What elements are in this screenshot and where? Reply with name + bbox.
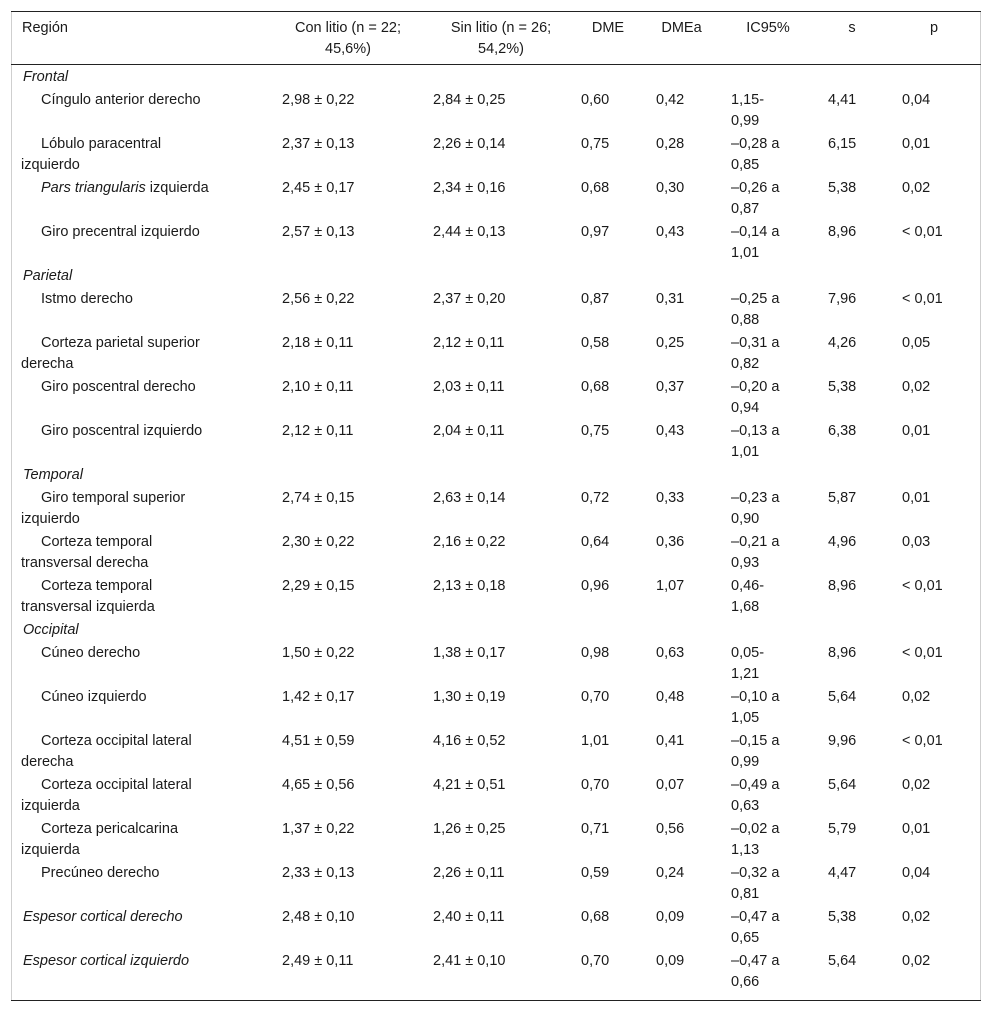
- section-title: Occipital: [23, 622, 79, 638]
- dme-value: 0,75: [581, 423, 610, 439]
- sin-litio-value: 2,41 ± 0,10: [433, 953, 506, 969]
- ic95-value: –0,49 a: [731, 777, 780, 793]
- p-value: < 0,01: [902, 224, 943, 240]
- s-value: 4,26: [828, 335, 857, 351]
- dmea-value: 0,25: [656, 335, 685, 351]
- dme-value: 0,70: [581, 689, 610, 705]
- header-s: s: [848, 20, 856, 36]
- con-litio-value: 1,37 ± 0,22: [282, 821, 355, 837]
- row-label: Corteza occipital lateral: [41, 777, 192, 793]
- ic95-value: 1,05: [731, 710, 760, 726]
- header-dmea: DMEa: [661, 20, 702, 36]
- sin-litio-value: 2,12 ± 0,11: [433, 335, 505, 351]
- sin-litio-value: 2,44 ± 0,13: [433, 224, 506, 240]
- p-value: < 0,01: [902, 291, 943, 307]
- s-value: 5,38: [828, 379, 857, 395]
- con-litio-value: 2,30 ± 0,22: [282, 534, 355, 550]
- results-table: [11, 11, 981, 1001]
- ic95-value: 0,85: [731, 157, 760, 173]
- row-label: Giro poscentral izquierdo: [41, 423, 203, 439]
- header-con-litio: Con litio (n = 22; 45,6%): [295, 20, 401, 57]
- p-value: 0,01: [902, 821, 931, 837]
- s-value: 4,96: [828, 534, 857, 550]
- row-label: izquierda: [21, 798, 80, 814]
- sin-litio-value: 2,26 ± 0,11: [433, 865, 505, 881]
- s-value: 8,96: [828, 578, 857, 594]
- dmea-value: 0,43: [656, 224, 685, 240]
- ic95-value: –0,32 a: [731, 865, 780, 881]
- ic95-value: 0,99: [731, 754, 760, 770]
- dme-value: 0,68: [581, 909, 610, 925]
- p-value: 0,01: [902, 136, 931, 152]
- p-value: 0,03: [902, 534, 931, 550]
- dme-value: 0,68: [581, 379, 610, 395]
- row-label-italic: Pars triangularis: [41, 180, 146, 196]
- ic95-value: 1,01: [731, 444, 760, 460]
- row-label: Giro poscentral derecho: [41, 379, 196, 395]
- row-label: izquierdo: [21, 157, 80, 173]
- ic95-value: –0,13 a: [731, 423, 780, 439]
- dme-value: 0,71: [581, 821, 610, 837]
- dmea-value: 1,07: [656, 578, 685, 594]
- row-label: Corteza temporal: [41, 578, 153, 594]
- s-value: 4,47: [828, 865, 857, 881]
- p-value: 0,02: [902, 180, 931, 196]
- p-value: 0,02: [902, 689, 931, 705]
- p-value: 0,02: [902, 777, 931, 793]
- dmea-value: 0,63: [656, 645, 685, 661]
- con-litio-value: 2,98 ± 0,22: [282, 92, 355, 108]
- ic95-value: 0,81: [731, 886, 760, 902]
- con-litio-value: 2,56 ± 0,22: [282, 291, 355, 307]
- row-label: Cúneo izquierdo: [41, 689, 147, 705]
- sin-litio-value: 4,16 ± 0,52: [433, 733, 506, 749]
- row-label: transversal izquierda: [21, 599, 155, 615]
- row-label: Istmo derecho: [41, 291, 133, 307]
- dmea-value: 0,33: [656, 490, 685, 506]
- dmea-value: 0,09: [656, 909, 685, 925]
- ic95-value: 0,88: [731, 312, 760, 328]
- p-value: 0,05: [902, 335, 931, 351]
- sin-litio-value: 2,26 ± 0,14: [433, 136, 506, 152]
- con-litio-value: 2,45 ± 0,17: [282, 180, 355, 196]
- p-value: 0,02: [902, 909, 931, 925]
- ic95-value: 1,21: [731, 666, 760, 682]
- dme-value: 0,70: [581, 953, 610, 969]
- row-label: izquierdo: [21, 511, 80, 527]
- row-label: Cíngulo anterior derecho: [41, 92, 201, 108]
- header-p: p: [929, 20, 939, 36]
- row-label: transversal derecha: [21, 555, 149, 571]
- con-litio-value: 2,29 ± 0,15: [282, 578, 355, 594]
- con-litio-value: 2,37 ± 0,13: [282, 136, 355, 152]
- p-value: < 0,01: [902, 645, 943, 661]
- ic95-value: 0,46-: [731, 578, 765, 594]
- s-value: 5,79: [828, 821, 857, 837]
- row-label: derecha: [21, 356, 74, 372]
- sin-litio-value: 2,37 ± 0,20: [433, 291, 506, 307]
- row-label: Corteza occipital lateral: [41, 733, 192, 749]
- con-litio-value: 2,12 ± 0,11: [282, 423, 354, 439]
- dmea-value: 0,28: [656, 136, 685, 152]
- ic95-value: 0,94: [731, 400, 760, 416]
- dmea-value: 0,31: [656, 291, 685, 307]
- s-value: 5,38: [828, 909, 857, 925]
- ic95-value: –0,26 a: [731, 180, 780, 196]
- ic95-value: 1,01: [731, 245, 760, 261]
- dme-value: 0,75: [581, 136, 610, 152]
- dme-value: 0,72: [581, 490, 610, 506]
- sin-litio-value: 2,04 ± 0,11: [433, 423, 505, 439]
- row-label: Giro precentral izquierdo: [41, 224, 200, 240]
- ic95-value: –0,10 a: [731, 689, 780, 705]
- ic95-value: 0,05-: [731, 645, 765, 661]
- sin-litio-value: 1,38 ± 0,17: [433, 645, 506, 661]
- row-label: Precúneo derecho: [41, 865, 160, 881]
- p-value: < 0,01: [902, 733, 943, 749]
- con-litio-value: 2,74 ± 0,15: [282, 490, 355, 506]
- sin-litio-value: 2,16 ± 0,22: [433, 534, 506, 550]
- p-value: 0,02: [902, 953, 931, 969]
- dme-value: 0,68: [581, 180, 610, 196]
- header-region: Región: [22, 20, 68, 36]
- row-label: izquierda: [21, 842, 80, 858]
- ic95-value: –0,23 a: [731, 490, 780, 506]
- row-label: Giro temporal superior: [41, 490, 186, 506]
- ic95-value: –0,47 a: [731, 909, 780, 925]
- sin-litio-value: 1,26 ± 0,25: [433, 821, 506, 837]
- section-title: Frontal: [23, 69, 69, 85]
- s-value: 4,41: [828, 92, 857, 108]
- ic95-value: 0,90: [731, 511, 760, 527]
- header-sin-litio: Sin litio (n = 26; 54,2%): [450, 20, 552, 57]
- row-label: Cúneo derecho: [41, 645, 141, 661]
- dme-value: 0,58: [581, 335, 610, 351]
- ic95-value: 0,65: [731, 930, 760, 946]
- row-label: Lóbulo paracentral: [41, 136, 162, 152]
- dmea-value: 0,37: [656, 379, 685, 395]
- con-litio-value: 2,57 ± 0,13: [282, 224, 355, 240]
- con-litio-value: 2,49 ± 0,11: [282, 953, 354, 969]
- ic95-value: –0,25 a: [731, 291, 780, 307]
- dmea-value: 0,24: [656, 865, 685, 881]
- ic95-value: 0,82: [731, 356, 760, 372]
- ic95-value: –0,02 a: [731, 821, 780, 837]
- s-value: 6,38: [828, 423, 857, 439]
- ic95-value: –0,31 a: [731, 335, 780, 351]
- p-value: 0,04: [902, 92, 931, 108]
- sin-litio-value: 1,30 ± 0,19: [433, 689, 506, 705]
- dmea-value: 0,41: [656, 733, 685, 749]
- dme-value: 1,01: [581, 733, 610, 749]
- dme-value: 0,60: [581, 92, 610, 108]
- dme-value: 0,59: [581, 865, 610, 881]
- sin-litio-value: 2,34 ± 0,16: [433, 180, 506, 196]
- s-value: 7,96: [828, 291, 857, 307]
- header-dme: DME: [591, 20, 625, 36]
- ic95-value: –0,14 a: [731, 224, 780, 240]
- sin-litio-value: 2,84 ± 0,25: [433, 92, 506, 108]
- ic95-value: –0,47 a: [731, 953, 780, 969]
- ic95-value: 0,87: [731, 201, 760, 217]
- sin-litio-value: 2,03 ± 0,11: [433, 379, 505, 395]
- dme-value: 0,96: [581, 578, 610, 594]
- p-value: 0,01: [902, 423, 931, 439]
- dmea-value: 0,48: [656, 689, 685, 705]
- dmea-value: 0,43: [656, 423, 685, 439]
- s-value: 5,64: [828, 777, 857, 793]
- con-litio-value: 4,51 ± 0,59: [282, 733, 355, 749]
- ic95-value: –0,28 a: [731, 136, 780, 152]
- con-litio-value: 2,18 ± 0,11: [282, 335, 354, 351]
- s-value: 5,64: [828, 953, 857, 969]
- dmea-value: 0,56: [656, 821, 685, 837]
- section-title: Temporal: [23, 467, 83, 483]
- ic95-value: 0,66: [731, 974, 760, 990]
- con-litio-value: 2,33 ± 0,13: [282, 865, 355, 881]
- sin-litio-value: 2,40 ± 0,11: [433, 909, 505, 925]
- header-ic95: IC95%: [746, 20, 790, 36]
- s-value: 9,96: [828, 733, 857, 749]
- con-litio-value: 1,50 ± 0,22: [282, 645, 355, 661]
- con-litio-value: 1,42 ± 0,17: [282, 689, 355, 705]
- sin-litio-value: 2,13 ± 0,18: [433, 578, 506, 594]
- ic95-value: 1,15-: [731, 92, 765, 108]
- dme-value: 0,97: [581, 224, 610, 240]
- con-litio-value: 4,65 ± 0,56: [282, 777, 355, 793]
- ic95-value: –0,21 a: [731, 534, 780, 550]
- dme-value: 0,64: [581, 534, 610, 550]
- ic95-value: –0,20 a: [731, 379, 780, 395]
- ic95-value: –0,15 a: [731, 733, 780, 749]
- p-value: < 0,01: [902, 578, 943, 594]
- sin-litio-value: 4,21 ± 0,51: [433, 777, 506, 793]
- ic95-value: 1,13: [731, 842, 760, 858]
- s-value: 8,96: [828, 645, 857, 661]
- dmea-value: 0,09: [656, 953, 685, 969]
- dme-value: 0,70: [581, 777, 610, 793]
- ic95-value: 0,99: [731, 113, 760, 129]
- dmea-value: 0,30: [656, 180, 685, 196]
- p-value: 0,02: [902, 379, 931, 395]
- total-label: Espesor cortical izquierdo: [23, 953, 190, 969]
- row-label-rest: izquierda: [145, 180, 209, 196]
- row-label: Corteza pericalcarina: [41, 821, 179, 837]
- dme-value: 0,87: [581, 291, 610, 307]
- ic95-value: 0,93: [731, 555, 760, 571]
- sin-litio-value: 2,63 ± 0,14: [433, 490, 506, 506]
- con-litio-value: 2,10 ± 0,11: [282, 379, 354, 395]
- s-value: 5,64: [828, 689, 857, 705]
- p-value: 0,01: [902, 490, 931, 506]
- s-value: 6,15: [828, 136, 857, 152]
- dmea-value: 0,07: [656, 777, 685, 793]
- row-label: Corteza parietal superior: [41, 335, 200, 351]
- row-label: Corteza temporal: [41, 534, 153, 550]
- ic95-value: 1,68: [731, 599, 760, 615]
- total-label: Espesor cortical derecho: [23, 909, 183, 925]
- p-value: 0,04: [902, 865, 931, 881]
- dmea-value: 0,42: [656, 92, 685, 108]
- row-label: derecha: [21, 754, 74, 770]
- section-title: Parietal: [23, 268, 73, 284]
- ic95-value: 0,63: [731, 798, 760, 814]
- s-value: 8,96: [828, 224, 857, 240]
- row-label: [41, 178, 209, 199]
- s-value: 5,38: [828, 180, 857, 196]
- dme-value: 0,98: [581, 645, 610, 661]
- dmea-value: 0,36: [656, 534, 685, 550]
- s-value: 5,87: [828, 490, 857, 506]
- con-litio-value: 2,48 ± 0,10: [282, 909, 355, 925]
